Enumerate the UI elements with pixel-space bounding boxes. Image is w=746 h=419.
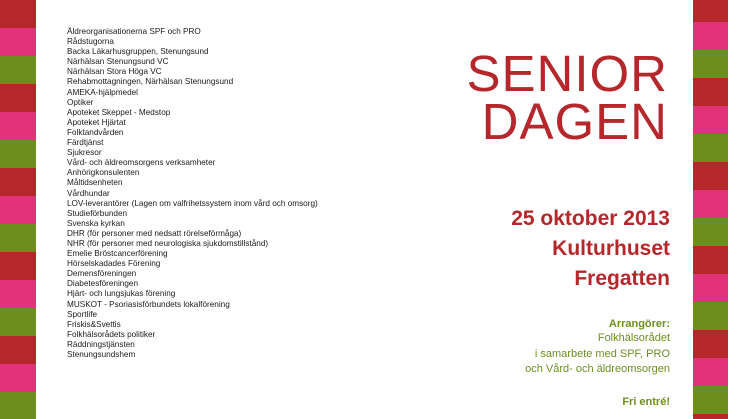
right-stripe-border xyxy=(693,0,728,419)
organization-item: Närhälsan Stora Höga VC xyxy=(67,67,162,77)
stripe-pink xyxy=(0,364,36,392)
organization-item: Apoteket Hjärtat xyxy=(67,117,126,127)
organization-item: Vårdhundar xyxy=(67,188,110,198)
organizers-line-1: Folkhälsorådet xyxy=(597,332,670,344)
organization-item: Måltidsenheten xyxy=(67,178,123,188)
organization-item: Demensföreningen xyxy=(67,269,137,279)
organization-item: Friskis&Svettis xyxy=(67,319,121,329)
stripe-green xyxy=(0,392,36,419)
organization-item: Anhörigkonsulenten xyxy=(67,168,140,178)
organization-item: Vård- och äldreomsorgens verksamheter xyxy=(67,158,216,168)
organization-item: Rehabmottagningen, Närhälsan Stenungsund xyxy=(67,77,234,87)
stripe-pink xyxy=(0,28,36,56)
organization-item: LOV-leverantörer (Lagen om valfrihetssystem inom vård och omsorg) xyxy=(67,198,318,208)
organization-item: Närhälsan Stenungsund VC xyxy=(67,57,169,67)
organization-item: Hjärt- och lungsjukas förening xyxy=(67,289,176,299)
stripe-pink xyxy=(693,274,728,302)
stripe-red xyxy=(0,84,36,112)
poster-title xyxy=(466,45,668,150)
event-info xyxy=(511,204,670,294)
event-venue-line1: Kulturhuset xyxy=(552,237,670,260)
stripe-red xyxy=(693,162,728,190)
stripe-green xyxy=(693,386,728,414)
stripe-pink xyxy=(693,358,728,386)
stripe-red xyxy=(0,336,36,364)
organizers-line-3: och Vård- och äldreomsorgen xyxy=(525,363,670,375)
organization-list xyxy=(67,27,318,360)
organization-item: Backa Läkarhusgruppen, Stenungsund xyxy=(67,47,209,57)
organization-item: Rådstugorna xyxy=(67,37,114,47)
organization-item: AMEKA-hjälpmedel xyxy=(67,87,138,97)
organization-item: Emelie Bröstcancerförening xyxy=(67,249,168,259)
stripe-green xyxy=(693,302,728,330)
title-line-dagen: DAGEN xyxy=(481,93,668,150)
title-line-senior: SENIOR xyxy=(466,45,668,102)
stripe-green xyxy=(693,134,728,162)
organization-item: Diabetesföreningen xyxy=(67,279,139,289)
organization-item: Hörselskadades Förening xyxy=(67,259,161,269)
organizers-heading: Arrangörer: xyxy=(608,318,670,330)
stripe-red xyxy=(693,246,728,274)
organization-item: Räddningstjänsten xyxy=(67,339,135,349)
organizers-line-2: i samarbete med SPF, PRO xyxy=(534,347,670,360)
stripe-pink xyxy=(693,22,728,50)
organization-item: Svenska kyrkan xyxy=(67,218,125,228)
stripe-pink xyxy=(0,280,36,308)
stripe-red xyxy=(693,330,728,358)
right-margin xyxy=(728,0,746,419)
stripe-pink xyxy=(0,112,36,140)
stripe-green xyxy=(0,308,36,336)
organization-item: MUSKOT - Psoriasisförbundets lokalförening xyxy=(67,299,230,309)
stripe-green xyxy=(0,224,36,252)
stripe-red xyxy=(693,78,728,106)
organization-item: Sjukresor xyxy=(67,148,102,158)
stripe-pink xyxy=(693,106,728,134)
organization-item: Apoteket Skeppet - Medstop xyxy=(67,107,171,117)
stripe-green xyxy=(693,50,728,78)
free-entry: Fri entré! xyxy=(622,396,670,408)
stripe-green xyxy=(693,218,728,246)
event-date: 25 oktober 2013 xyxy=(511,207,670,230)
stripe-red xyxy=(0,252,36,280)
stripe-red xyxy=(0,168,36,196)
event-venue-line2: Fregatten xyxy=(574,267,670,290)
stripe-red xyxy=(693,414,728,419)
left-stripe-border xyxy=(0,0,36,419)
organization-item: NHR (för personer med neurologiska sjukdomstillstånd) xyxy=(67,238,269,248)
organization-item: Optiker xyxy=(67,97,94,107)
organization-item: DHR (för personer med nedsatt rörelseförmåga) xyxy=(67,228,242,238)
stripe-red xyxy=(0,0,36,28)
organization-item: Folkhälsorådets politiker xyxy=(67,329,156,339)
stripe-green xyxy=(0,56,36,84)
organization-item: Sportlife xyxy=(67,309,98,319)
organization-item: Folktandvården xyxy=(67,127,124,137)
organizers-lines xyxy=(525,331,670,378)
stripe-red xyxy=(693,0,728,22)
stripe-green xyxy=(0,140,36,168)
stripe-pink xyxy=(693,190,728,218)
organization-item: Stenungsundshem xyxy=(67,350,136,359)
organization-item: Äldreorganisationerna SPF och PRO xyxy=(67,27,201,36)
organization-item: Studieförbunden xyxy=(67,208,128,218)
stripe-pink xyxy=(0,196,36,224)
organization-item: Färdtjänst xyxy=(67,138,104,148)
